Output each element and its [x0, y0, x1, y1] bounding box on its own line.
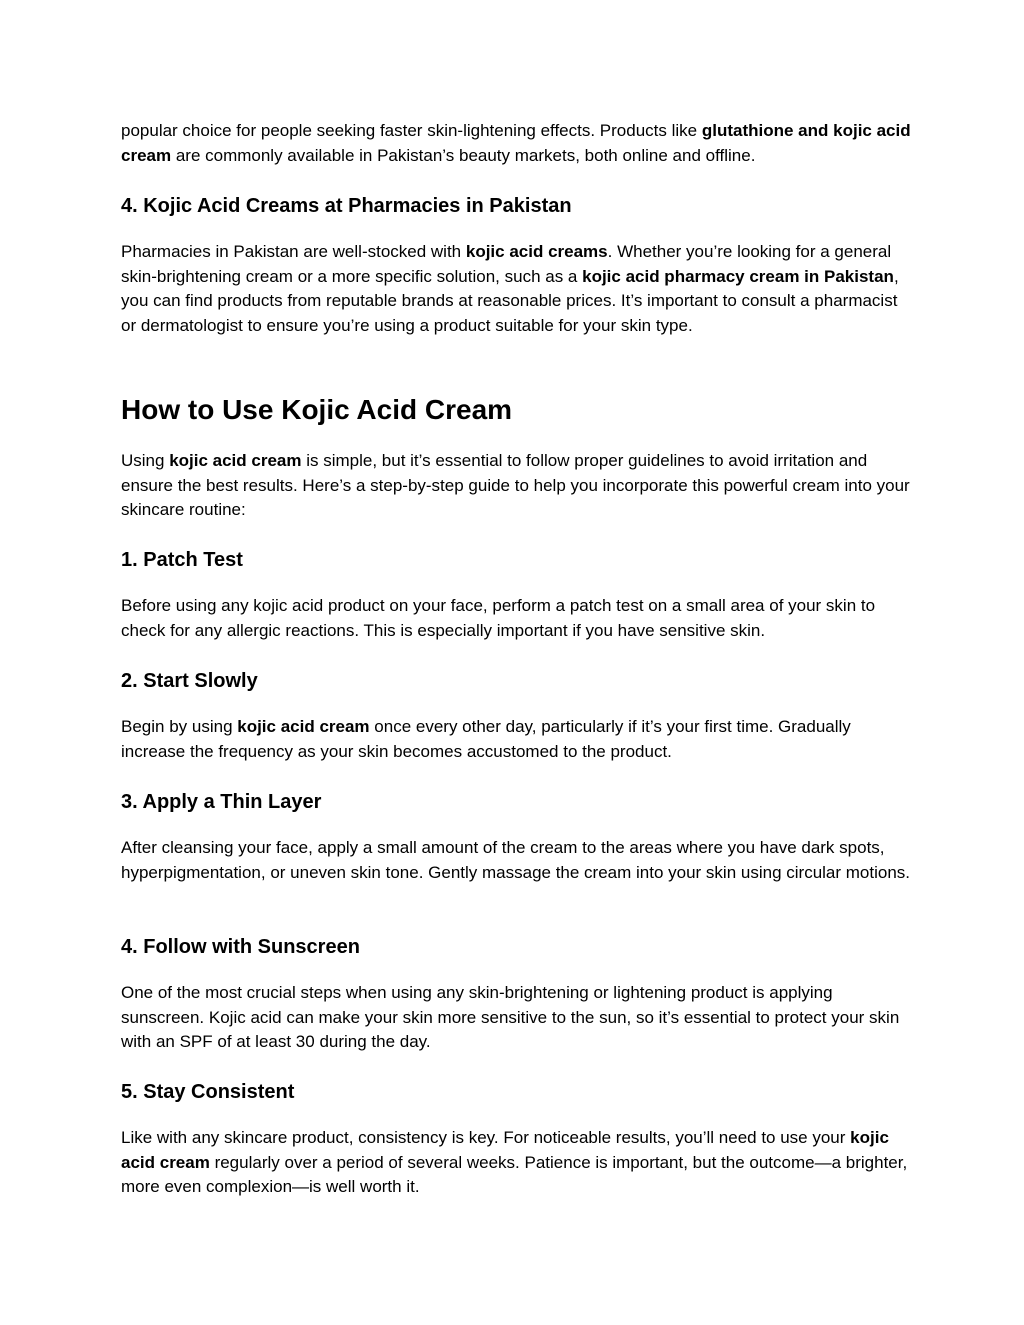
- pharmacies-text-2: . Whether you’re looking for a general skin-brightening cream or a more specific solution, such as a: [121, 242, 892, 286]
- intro-text-1: popular choice for people seeking faster skin-lightening effects. Products like: [121, 121, 702, 140]
- stay-consistent-text-2: regularly over a period of several weeks. Patience is important, but the outcome—a brighter, more even complexion—is well worth it.: [121, 1152, 908, 1196]
- patch-test-heading: 1. Patch Test: [121, 549, 243, 571]
- start-slowly-heading: 2. Start Slowly: [121, 670, 258, 692]
- pharmacies-bold-2: kojic acid pharmacy cream in Pakistan: [582, 266, 894, 286]
- stay-consistent-heading: 5. Stay Consistent: [121, 1081, 295, 1103]
- start-slowly-text-1: Begin by using: [121, 717, 238, 736]
- sunscreen-heading: 4. Follow with Sunscreen: [121, 936, 360, 958]
- stay-consistent-bold-1: kojic acid cream: [121, 1128, 889, 1172]
- start-slowly-text-2: once every other day, particularly if it’s your first time. Gradually increase the frequency as your skin becomes accustomed to the product.: [121, 717, 851, 761]
- start-slowly-paragraph: [121, 715, 911, 764]
- patch-test-paragraph: Before using any kojic acid product on your face, perform a patch test on a small area of your skin to check for any allergic reactions. This is especially important if you have sensitive skin.: [121, 596, 876, 640]
- intro-paragraph: [121, 119, 911, 168]
- stay-consistent-paragraph: [121, 1126, 911, 1200]
- thin-layer-heading: 3. Apply a Thin Layer: [121, 791, 322, 813]
- intro-text-2: are commonly available in Pakistan’s beauty markets, both online and offline.: [171, 145, 756, 165]
- sunscreen-paragraph: One of the most crucial steps when using any skin-brightening or lightening product is applying sunscreen. Kojic acid can make your skin more sensitive to the sun, so it’s essential to protect your skin with an SPF of at least 30 during the day.: [121, 983, 900, 1051]
- pharmacies-bold-1: kojic acid creams: [465, 242, 608, 261]
- how-to-heading: How to Use Kojic Acid Cream: [121, 394, 513, 425]
- stay-consistent-text-1: Like with any skincare product, consistency is key. For noticeable results, you’ll need to use your: [121, 1128, 851, 1147]
- thin-layer-paragraph: After cleansing your face, apply a small amount of the cream to the areas where you have dark spots, hyperpigmentation, or uneven skin tone. Gently massage the cream into your skin using circular motions.: [121, 838, 911, 882]
- start-slowly-bold-1: kojic acid cream: [237, 717, 370, 736]
- how-to-text-1: Using: [121, 451, 170, 470]
- pharmacies-text-1: Pharmacies in Pakistan are well-stocked with: [121, 242, 466, 261]
- how-to-text-2: is simple, but it’s essential to follow proper guidelines to avoid irritation and ensure the best results. Here’s a step-by-step guide to help you incorporate this powerful cream into your skincare routine:: [121, 451, 910, 519]
- how-to-bold-1: kojic acid cream: [169, 451, 302, 470]
- pharmacies-heading: 4. Kojic Acid Creams at Pharmacies in Pakistan: [121, 195, 572, 217]
- pharmacies-paragraph: [121, 240, 911, 338]
- intro-bold-1: glutathione and kojic acid cream: [121, 121, 911, 165]
- how-to-paragraph: [121, 449, 911, 523]
- pharmacies-text-3: , you can find products from reputable brands at reasonable prices. It’s important to consult a pharmacist or dermatologist to ensure you’re using a product suitable for your skin type.: [121, 266, 899, 335]
